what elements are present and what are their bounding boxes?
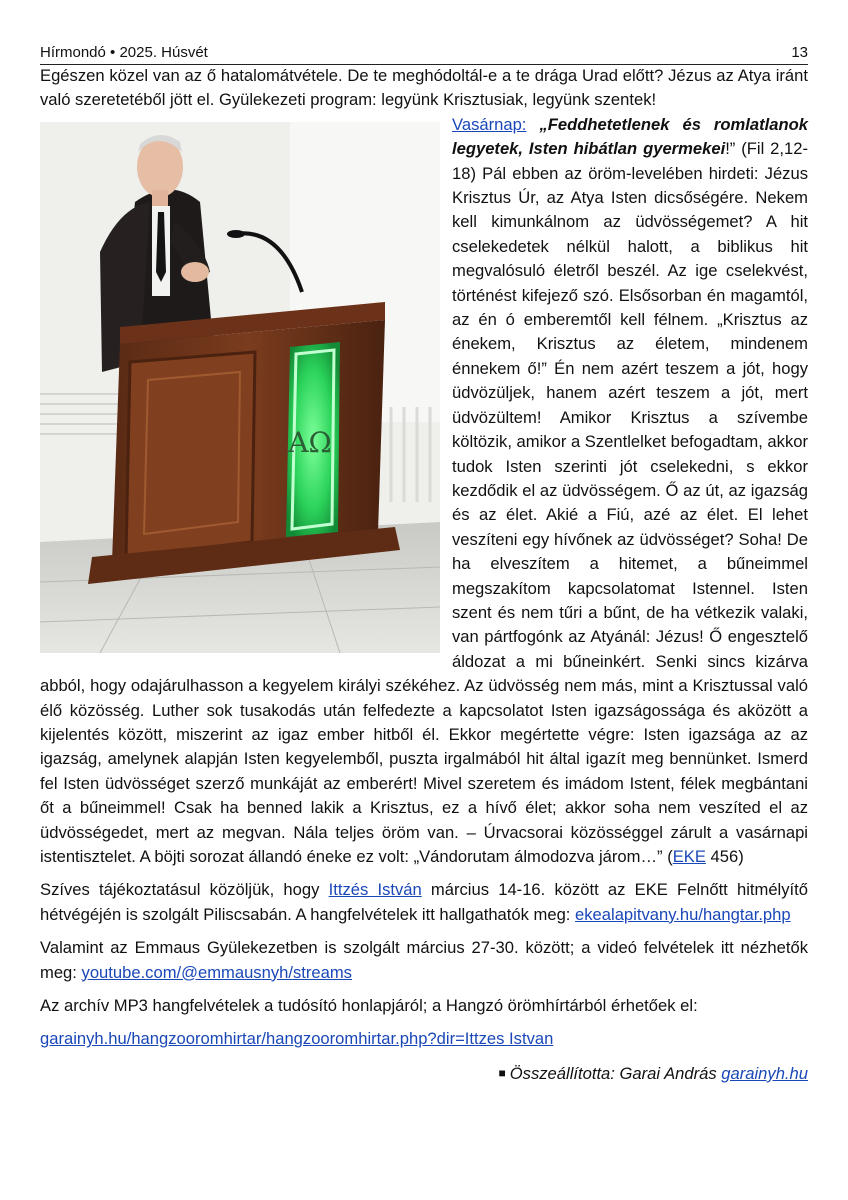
publication-title: Hírmondó • 2025. Húsvét: [40, 44, 208, 61]
sermon-title: „Feddhetetlenek és romlatlanok legyetek, Isten hibátlan gyermekei: [452, 114, 808, 159]
credit-line: [40, 1061, 808, 1086]
hymn-number: 456): [705, 847, 744, 866]
page-number: 13: [791, 44, 808, 61]
archive-link-paragraph: [40, 1027, 808, 1051]
sunday-label: Vasárnap:: [452, 114, 527, 134]
hangtar-link[interactable]: ekealapitvany.hu/hangtar.php: [575, 904, 791, 924]
page-header: [40, 42, 808, 65]
archive-paragraph: Az archív MP3 hangfelvételek a tudósító honlapjáról; a Hangzó örömhírtárból érhetőek el:: [40, 996, 698, 1016]
info-paragraph: [40, 878, 808, 927]
speaker-at-lectern-photo: [40, 122, 440, 653]
emmaus-paragraph: [40, 936, 808, 985]
info-text-end: március 14-16. között az EKE Felnőtt hitmélyítő hétvégéjén is szolgált Piliscsabán. A hangfelvételek itt hallgathatók meg:: [40, 880, 808, 924]
credit-site-link[interactable]: garainyh.hu: [721, 1063, 808, 1083]
article-body: [40, 64, 808, 1086]
sermon-title-end: !”: [725, 139, 736, 159]
info-text-start: Szíves tájékoztatásul közöljük, hogy: [40, 880, 329, 900]
speaker-name-link[interactable]: Ittzés István: [328, 880, 422, 900]
youtube-link[interactable]: youtube.com/@emmausnyh/streams: [81, 962, 352, 982]
lectern-alpha-omega-text: AΩ: [288, 425, 332, 459]
bullet-icon: ■: [498, 1065, 506, 1080]
intro-paragraph: Egészen közel van az ő hatalomátvétele. De te meghódoltál-e a te drága Urad előtt? Jézus az Atya iránt való szeretetéből jött el. Gyülekezeti program: legyünk Krisztusiak, legyünk szentek!: [40, 66, 808, 110]
archive-link[interactable]: garainyh.hu/hangzooromhirtar/hangzooromhirtar.php?dir=Ittzes Istvan: [40, 1029, 554, 1049]
sermon-body: (Fil 2,12-18) Pál ebben az öröm-levelében hirdeti: Jézus Krisztus Úr, az Atya Isten dicsőségére. Nekem kell kimunkálnom az üdvösségemet? A hit cselekedetek nélkül halott, a biblikus hit megvalósuló életről beszél. Az ige cselekvést, történést kifejező szó. Elsősorban én magamtól, az én ó emberemtől kell félnem. „Krisztus az énekem, Krisztus az életem, mindenem énnekem ő!” Én nem azért teszem a jót, hogy üdvözüljek, hanem azért teszem a jót, mert üdvözültem! Amikor Krisztus a szívembe költözik, amikor a Szentlelket befogadtam, akkor tudok Isten szerinti jót cselekedni, s ekkor kezdődik el az üdvösségem. Ő az út, az igazság és az élet. Akié a Fiú, azé az élet. El lehet veszíteni egy hívőnek az üdvösséget? Soha! De ha elveszítem a hitemet, a bűneimmel megszakítom kapcsolatomat Istennel. Isten szent és nem tűri a bűnt, de ha vétkezik valaki, van pártfogónk az Atyánál: Jézus! Ő engesztelő áldozat a mi bűneinkért. Senki sincs kizárva abból, hogy odajárulhasson a kegyelem királyi székéhez. Az üdvösség nem más, mint a Krisztussal való élő közösség. Luther sok tusakodás után felfedezte a kapcsolatot Isten igazságossága és aközött a kijelentés között, miszerint az igaz ember hitből él. Ekkor megértette végre: Isten igazsága az az igazság, amelynek alapján Isten kegyelemből, puszta irgalmából hit által igazít meg bennünket. Ismerd fel Isten üdvösséget szerző munkáját az emberért! Mivel szeretem és imádom Istent, félek megbántani őt a bűneimmel! Csak ha benned lakik a Krisztus, ez a hívő élet; akkor soha nem veszíted el az üdvösségedet, mert az megvan. Nála teljes öröm van. – Úrvacsorai közösséggel zárult a vasárnapi istentisztelet. A böjti sorozat állandó éneke ez volt: „Vándorutam álmodozva járom…” (: [40, 139, 809, 866]
emmaus-text: Valamint az Emmaus Gyülekezetben is szolgált március 27-30. között; a videó felvételek itt nézhetők meg:: [40, 938, 808, 982]
eke-link[interactable]: EKE: [672, 847, 706, 866]
credit-text: Összeállította: Garai András: [509, 1063, 722, 1083]
